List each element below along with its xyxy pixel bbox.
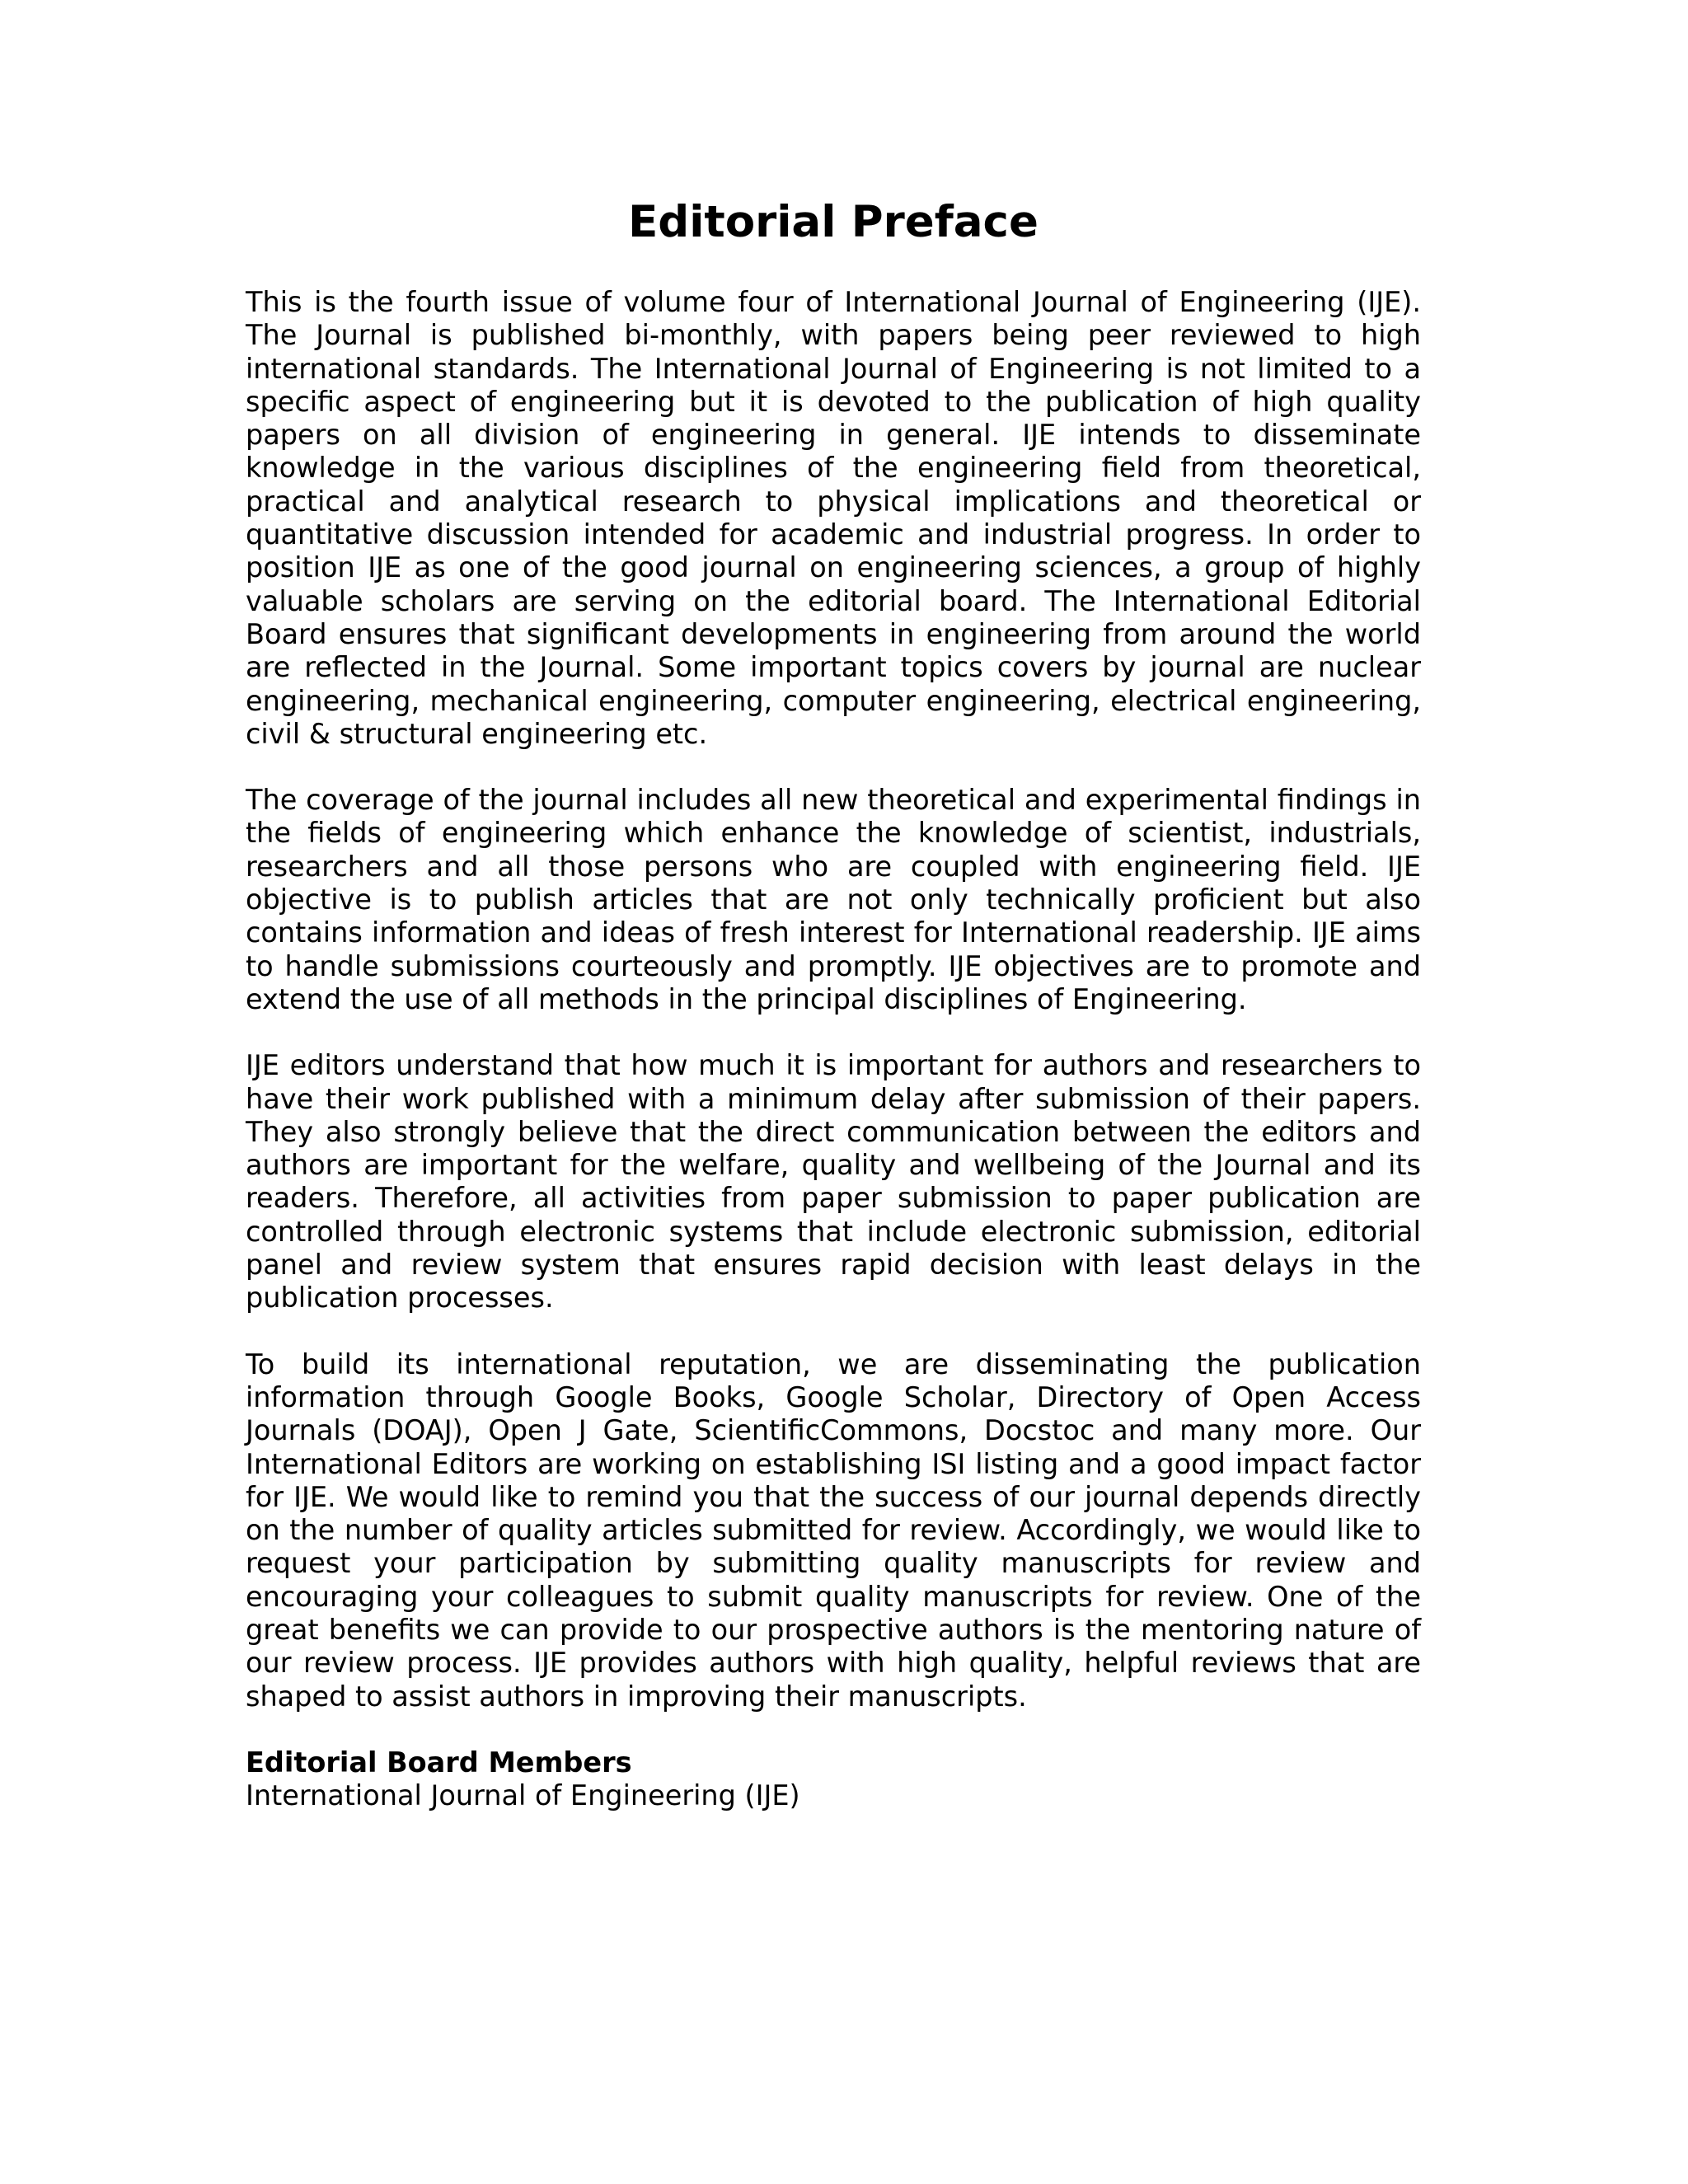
signature-block — [246, 1746, 1421, 1813]
paragraph-reputation: To build its international reputation, we are disseminating the publication information through Google Books, Google Scholar, Directory of Open Access Journals (DOAJ), Open J Gate, ScientificCommons, Docstoc and many more. Our International Editors are working on establishing ISI listing and a good impact factor for IJE. We would like to remind you that the success of our journal depends directly on the number of quality articles submitted for review. Accordingly, we would like to request your participation by submitting quality manuscripts for review and encouraging your colleagues to submit quality manuscripts for review. One of the great benefits we can provide to our prospective authors is the mentoring nature of our review process. IJE provides authors with high quality, helpful reviews that are shaped to assist authors in improving their manuscripts. — [246, 1347, 1421, 1713]
paragraph-coverage: The coverage of the journal includes all new theoretical and experimental findings in the fields of engineering which enhance the knowledge of scientist, industrials, researchers and all those persons who are coupled with engineering field. IJE objective is to publish articles that are not only technically proficient but also contains information and ideas of fresh interest for International readership. IJE aims to handle submissions courteously and promptly. IJE objectives are to promote and extend the use of all methods in the principal disciplines of Engineering. — [246, 784, 1421, 1015]
paragraph-editors: IJE editors understand that how much it is important for authors and researchers to have their work published with a minimum delay after submission of their papers. They also strongly believe that the direct communication between the editors and authors are important for the welfare, quality and wellbeing of the Journal and its readers. Therefore, all activities from paper submission to paper publication are controlled through electronic systems that include electronic submission, editorial panel and review system that ensures rapid decision with least delays in the publication processes. — [246, 1049, 1421, 1315]
document-body — [246, 286, 1421, 1812]
signature-title: Editorial Board Members — [246, 1746, 632, 1779]
page-title: Editorial Preface — [628, 197, 1039, 247]
signature-journal: International Journal of Engineering (IJE) — [246, 1779, 800, 1812]
paragraph-intro: This is the fourth issue of volume four of International Journal of Engineering (IJE). The Journal is published bi-monthly, with papers being peer reviewed to high international standards. The International Journal of Engineering is not limited to a specific aspect of engineering but it is devoted to the publication of high quality papers on all division of engineering in general. IJE intends to disseminate knowledge in the various disciplines of the engineering field from theoretical, practical and analytical research to physical implications and theoretical or quantitative discussion intended for academic and industrial progress. In order to position IJE as one of the good journal on engineering sciences, a group of highly valuable scholars are serving on the editorial board. The International Editorial Board ensures that significant developments in engineering from around the world are reflected in the Journal. Some important topics covers by journal are nuclear engineering, mechanical engineering, computer engineering, electrical engineering, civil & structural engineering etc. — [246, 286, 1421, 750]
